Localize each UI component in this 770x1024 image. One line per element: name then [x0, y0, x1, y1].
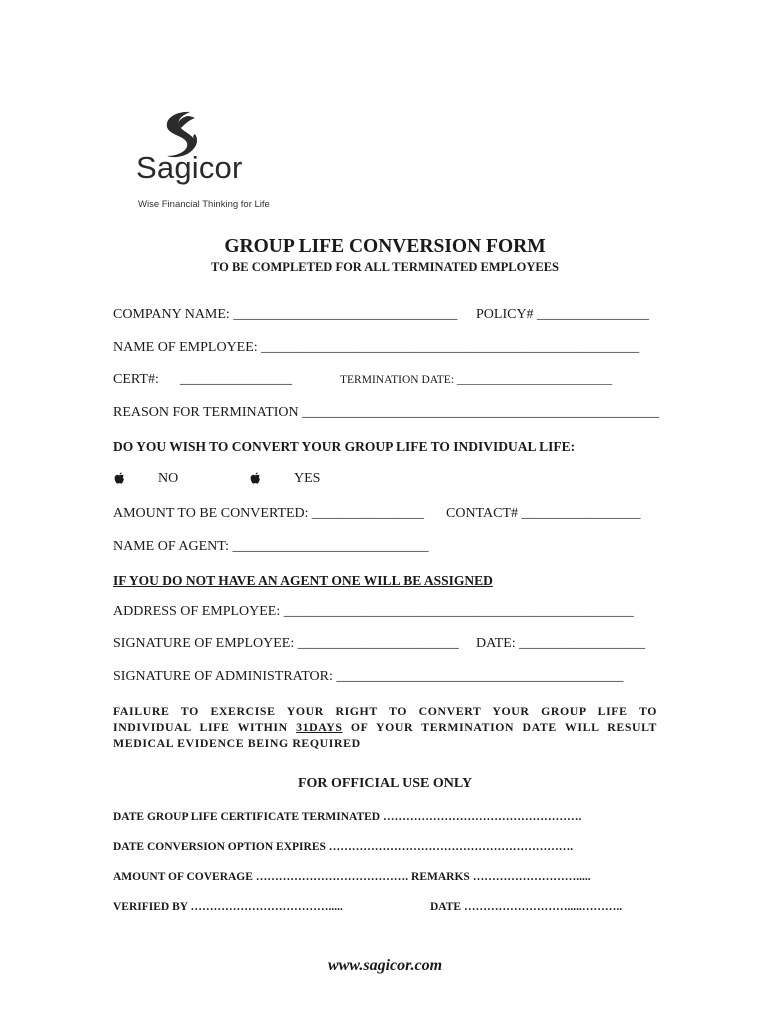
- form-title: GROUP LIFE CONVERSION FORM: [224, 236, 546, 257]
- employee-name-field[interactable]: NAME OF EMPLOYEE: ______________________________________________________: [113, 340, 640, 355]
- warning-text-part1: FAILURE TO EXERCISE YOUR RIGHT TO CONVERT YOUR GROUP LIFE TO INDIVIDUAL LIFE WITHIN: [113, 704, 657, 734]
- yes-option-label: YES: [294, 471, 321, 486]
- footer-website-link[interactable]: www.sagicor.com: [327, 957, 443, 974]
- agent-assigned-notice: IF YOU DO NOT HAVE AN AGENT ONE WILL BE ASSIGNED: [113, 573, 493, 588]
- signature-date-field[interactable]: DATE: __________________: [476, 636, 646, 651]
- conversion-option-expires-field[interactable]: DATE CONVERSION OPTION EXPIRES ……………………………………………………….: [113, 841, 574, 853]
- sagicor-tagline: Wise Financial Thinking for Life: [138, 199, 270, 210]
- agent-name-field[interactable]: NAME OF AGENT: ____________________________: [113, 539, 429, 554]
- cert-label: CERT#:: [113, 372, 159, 387]
- employee-signature-field[interactable]: SIGNATURE OF EMPLOYEE: _______________________: [113, 636, 459, 651]
- certificate-terminated-date-field[interactable]: DATE GROUP LIFE CERTIFICATE TERMINATED …………………………………………….: [113, 811, 582, 823]
- company-name-field[interactable]: COMPANY NAME: ________________________________: [113, 307, 458, 322]
- amount-converted-field[interactable]: AMOUNT TO BE CONVERTED: ________________: [113, 506, 425, 521]
- warning-text-part2: OF YOUR TERMINATION DATE WILL RESULT MEDICAL EVIDENCE BEING REQUIRED: [113, 720, 657, 750]
- official-use-heading: FOR OFFICIAL USE ONLY: [297, 776, 473, 791]
- warning-days: 31DAYS: [296, 720, 343, 734]
- policy-number-field[interactable]: POLICY# ________________: [476, 307, 650, 322]
- conversion-warning: [113, 703, 657, 751]
- administrator-signature-field[interactable]: SIGNATURE OF ADMINISTRATOR: _________________________________________: [113, 669, 624, 684]
- termination-date-field[interactable]: TERMINATION DATE: ___________________________: [340, 374, 613, 386]
- sagicor-wordmark: Sagicor: [136, 150, 243, 185]
- convert-question: DO YOU WISH TO CONVERT YOUR GROUP LIFE TO INDIVIDUAL LIFE:: [113, 439, 576, 454]
- yes-option-apple-icon[interactable]: [250, 472, 261, 484]
- contact-number-field[interactable]: CONTACT# _________________: [446, 506, 641, 521]
- verified-date-field[interactable]: DATE ……………………….....………..: [430, 901, 623, 913]
- no-option-apple-icon[interactable]: [114, 472, 125, 484]
- coverage-remarks-field[interactable]: AMOUNT OF COVERAGE …………………………………. REMARKS ……………………….....: [113, 871, 591, 883]
- cert-number-field[interactable]: ________________: [180, 372, 292, 387]
- no-option-label: NO: [158, 471, 179, 486]
- termination-reason-field[interactable]: REASON FOR TERMINATION ___________________________________________________: [113, 405, 660, 420]
- form-subtitle: TO BE COMPLETED FOR ALL TERMINATED EMPLOYEES: [211, 260, 559, 274]
- employee-address-field[interactable]: ADDRESS OF EMPLOYEE: __________________________________________________: [113, 604, 634, 619]
- verified-by-field[interactable]: VERIFIED BY ……………………………….....: [113, 901, 343, 913]
